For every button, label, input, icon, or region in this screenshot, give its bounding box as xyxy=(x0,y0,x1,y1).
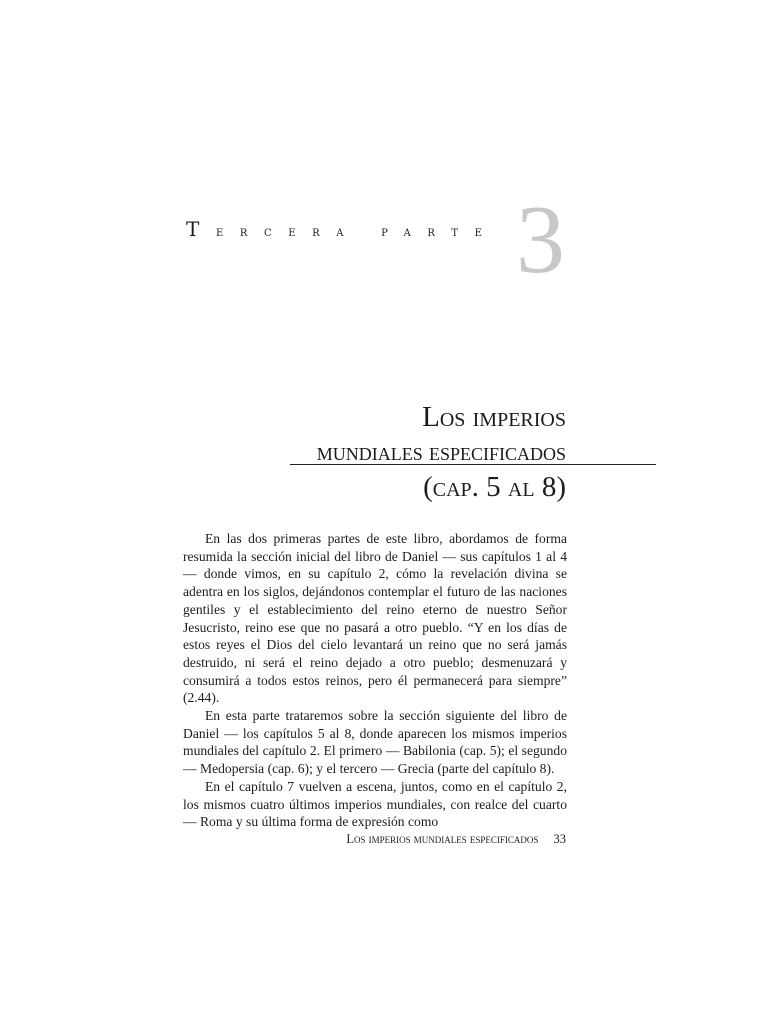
part-label-rest: ercera parte xyxy=(215,224,499,240)
part-label xyxy=(186,217,499,241)
body-paragraph-1: En las dos primeras partes de este libro, abordamos de forma resumida la sección inicial del libro de Daniel — sus capítulos 1 al 4 — donde vimos, en su capítulo 2, cómo la revelación divina se adentra en los siglos, dejándonos contemplar el futuro de las naciones gentiles y el establecimiento del reino eterno de nuestro Señor Jesucristo, reino ese que no pasará a otro pueblo. “Y en los días de estos reyes el Dios del cielo levantará un reino que no será jamás destruido, ni será el reino dejado a otro pueblo; desmenuzará y consumirá a todos estos reinos, pero él permanecerá para siempre” (2.44). xyxy=(183,531,567,706)
chapter-title-line1: Los imperios xyxy=(422,401,566,433)
part-header xyxy=(186,186,576,294)
page-number: 33 xyxy=(553,832,566,846)
page-footer xyxy=(346,832,566,847)
chapter-title-line2: mundiales especificados xyxy=(316,439,566,466)
part-number: 3 xyxy=(516,186,565,294)
body-text xyxy=(183,530,567,831)
chapter-title-line3: (cap. 5 al 8) xyxy=(423,471,566,503)
body-paragraph-2: En esta parte trataremos sobre la sección siguiente del libro de Daniel — los capítulos 5 al 8, donde aparecen los mismos imperios mundiales del capítulo 2. El primero — Babilonia (cap. 5); el segundo — Medopersia (cap. 6); y el tercero — Grecia (parte del capítulo 8). xyxy=(183,708,567,777)
running-title: Los imperios mundiales especificados xyxy=(346,832,539,846)
body-paragraph-3: En el capítulo 7 vuelven a escena, juntos, como en el capítulo 2, los mismos cuatro últimos imperios mundiales, con realce del cuarto — Roma y su última forma de expresión como xyxy=(183,778,567,830)
title-rule xyxy=(290,464,656,465)
part-label-initial: T xyxy=(186,217,216,241)
chapter-title xyxy=(317,400,566,468)
